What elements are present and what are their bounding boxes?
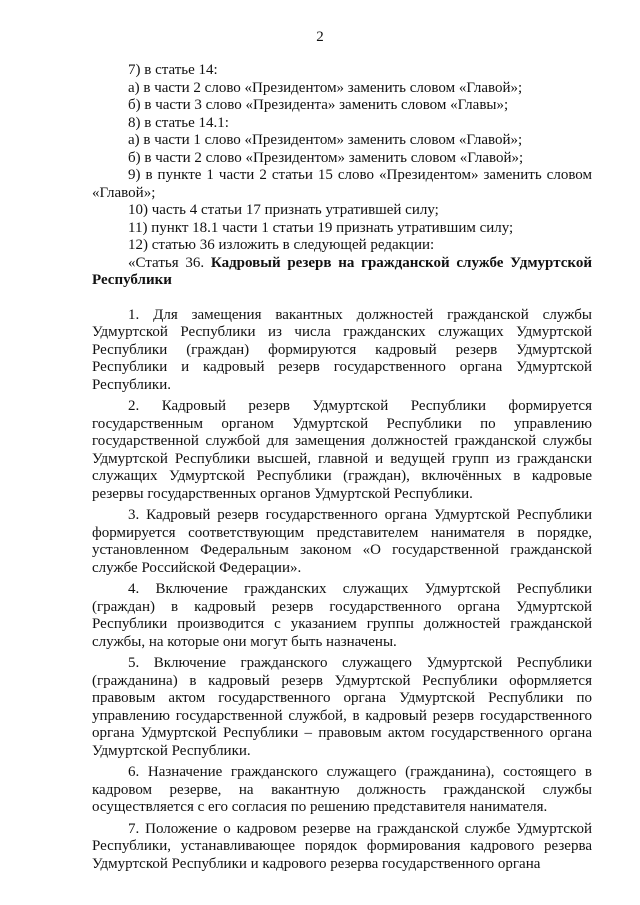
amendment-item: 7) в статье 14: — [128, 62, 218, 78]
article-paragraph: 6. Назначение гражданского служащего (гражданина), состоящего в кадровом резерве, на вакантную должность гражданской службы осуществляется с его согласия по решению представителя нанимателя. — [92, 764, 592, 815]
page-number: 2 — [316, 29, 324, 45]
amendment-item: 8) в статье 14.1: — [128, 114, 229, 131]
article-prefix: «Статья 36. — [128, 254, 205, 271]
amendment-item: 12) статью 36 изложить в следующей редакции: — [128, 237, 435, 253]
amendment-item: а) в части 1 слово «Президентом» заменить словом «Главой»; — [128, 132, 523, 148]
article-paragraph: 5. Включение гражданского служащего Удмуртской Республики (гражданина) в кадровый резерв Удмуртской Республики оформляется правовым актом государственного органа Удмуртской Республики по управлению государственной службой, в кадровый резерв государственного органа Удмуртской Республики – правовым актом государственного органа Удмуртской Республики. — [92, 655, 592, 759]
article-title: Кадровый резерв на гражданской службе Удмуртской Республики — [92, 254, 592, 288]
article-paragraph: 7. Положение о кадровом резерве на гражданской службе Удмуртской Республики, устанавливающее порядок формирования кадрового резерва Удмуртской Республики и кадрового резерва государственного органа — [92, 820, 592, 872]
spacer — [92, 290, 592, 307]
article-paragraph: 3. Кадровый резерв государственного органа Удмуртской Республики формируется соответствующим представителем нанимателя в порядке, установленном Федеральным законом «О государственной гражданской службе Российской Федерации». — [92, 507, 592, 576]
article-paragraph: 2. Кадровый резерв Удмуртской Республики формируется государственным органом Удмуртской Республики по управлению государственной службой для замещения должностей гражданской службы Удмуртской Республики высшей, главной и ведущей групп из граждански служащих Удмуртской Республики (граждан), включённых в кадровые резервы государственных органов Удмуртской Республики. — [92, 398, 592, 502]
amendment-item: б) в части 3 слово «Президента» заменить словом «Главы»; — [128, 97, 509, 113]
amendment-item: а) в части 2 слово «Президентом» заменить словом «Главой»; — [128, 79, 523, 96]
document-body — [92, 62, 592, 877]
article-paragraph: 4. Включение гражданских служащих Удмуртской Республики (граждан) в кадровый резерв государственного органа Удмуртской Республики производится с указанием группы должностей гражданской службы, на которые они могут быть назначены. — [92, 581, 592, 650]
article-paragraph: 1. Для замещения вакантных должностей гражданской службы Удмуртской Республики из числа гражданских служащих Удмуртской Республики (граждан) формируются кадровый резерв Удмуртской Республики и кадровый резерв государственного органа Удмуртской Республики. — [92, 306, 592, 393]
article-heading — [92, 255, 592, 290]
amendment-item: 11) пункт 18.1 части 1 статьи 19 признать утратившим силу; — [128, 219, 514, 236]
amendment-item: б) в части 2 слово «Президентом» заменить словом «Главой»; — [128, 149, 524, 166]
amendment-item-9: 9) в пункте 1 части 2 статьи 15 слово «Президентом» заменить словом «Главой»; — [92, 167, 592, 201]
amendment-item: 10) часть 4 статьи 17 признать утратившей силу; — [128, 202, 439, 218]
